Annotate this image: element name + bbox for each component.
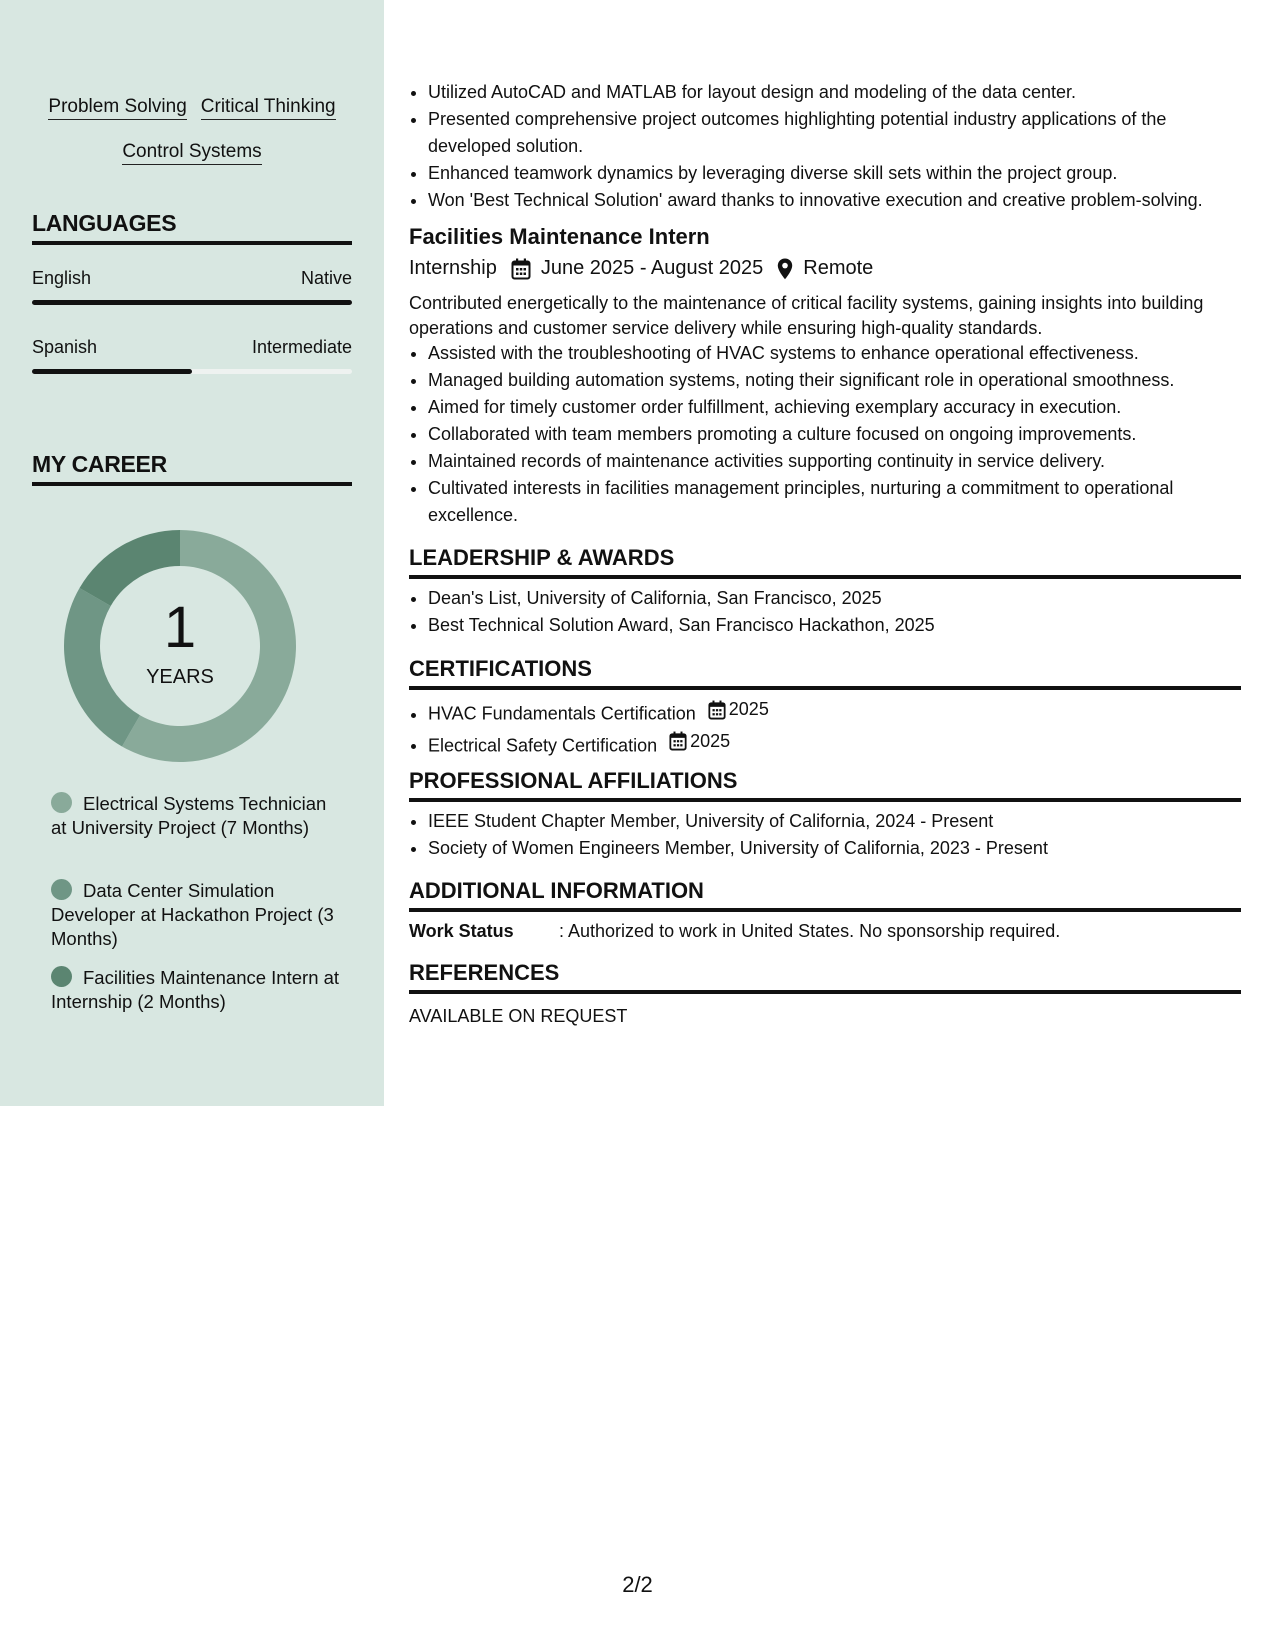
legend-dot-icon bbox=[51, 966, 72, 987]
career-total-years: 1 bbox=[163, 595, 197, 660]
language-row bbox=[32, 268, 352, 289]
calendar-icon bbox=[708, 700, 726, 720]
job-description: Contributed energetically to the maintenance of critical facility systems, gaining insights into building operations and customer service delivery while ensuring high-quality standards. bbox=[409, 293, 1204, 338]
additional-info-heading: ADDITIONAL INFORMATION bbox=[409, 878, 1241, 912]
language-bar-fill bbox=[32, 300, 352, 305]
page-number: 2/2 bbox=[622, 1572, 653, 1597]
calendar-icon bbox=[669, 731, 687, 751]
list-item: • Aimed for timely customer order fulfillment, achieving exemplary accuracy in execution. bbox=[428, 394, 1241, 421]
career-heading: MY CAREER bbox=[32, 451, 352, 486]
list-item: • Best Technical Solution Award, San Francisco Hackathon, 2025 bbox=[428, 612, 1241, 639]
affiliations-heading: PROFESSIONAL AFFILIATIONS bbox=[409, 768, 1241, 802]
legend-dot-icon bbox=[51, 792, 72, 813]
career-item-text: Data Center Simulation Developer at Hackathon Project (3 Months) bbox=[51, 880, 334, 949]
list-item bbox=[428, 728, 1241, 760]
list-item: • Won 'Best Technical Solution' award thanks to innovative execution and creative problem-solving. bbox=[428, 187, 1241, 214]
language-name: English bbox=[32, 268, 92, 288]
job-location: Remote bbox=[803, 257, 874, 279]
list-item: • Society of Women Engineers Member, University of California, 2023 - Present bbox=[428, 835, 1241, 862]
sidebar bbox=[0, 0, 384, 1106]
list-item: • Cultivated interests in facilities management principles, nurturing a commitment to operational excellence. bbox=[428, 475, 1241, 529]
list-item: • Utilized AutoCAD and MATLAB for layout design and modeling of the data center. bbox=[428, 79, 1241, 106]
career-total-unit: YEARS bbox=[146, 666, 214, 688]
list-item: • Assisted with the troubleshooting of HVAC systems to enhance operational effectiveness. bbox=[428, 340, 1241, 367]
cert-year: 2025 bbox=[690, 730, 731, 751]
list-item: • IEEE Student Chapter Member, University of California, 2024 - Present bbox=[428, 808, 1241, 835]
job-meta bbox=[409, 257, 1241, 280]
skill-tag: Control Systems bbox=[122, 140, 261, 165]
work-status-value: : Authorized to work in United States. No sponsorship required. bbox=[559, 921, 1061, 941]
job-dates: June 2025 - August 2025 bbox=[540, 257, 764, 279]
list-item: • Collaborated with team members promoting a culture focused on ongoing improvements. bbox=[428, 421, 1241, 448]
previous-job-bullets bbox=[409, 79, 1241, 214]
job-title: Facilities Maintenance Intern bbox=[409, 224, 710, 249]
legend-dot-icon bbox=[51, 879, 72, 900]
language-row bbox=[32, 337, 352, 358]
job-type: Internship bbox=[409, 257, 497, 279]
language-level: Intermediate bbox=[251, 337, 352, 357]
affiliations-list bbox=[409, 808, 1241, 862]
list-item: • Managed building automation systems, noting their significant role in operational smoothness. bbox=[428, 367, 1241, 394]
work-status-row bbox=[409, 921, 1241, 942]
job-bullets bbox=[409, 340, 1241, 529]
map-pin-icon bbox=[777, 258, 793, 280]
skill-tag: Critical Thinking bbox=[201, 95, 336, 120]
list-item bbox=[428, 696, 1241, 728]
career-item-text: Electrical Systems Technician at University Project (7 Months) bbox=[51, 793, 327, 838]
language-name: Spanish bbox=[32, 337, 98, 357]
certifications-heading: CERTIFICATIONS bbox=[409, 656, 1241, 690]
cert-year: 2025 bbox=[728, 699, 769, 719]
cert-name: HVAC Fundamentals Certification bbox=[428, 703, 696, 724]
awards-heading: LEADERSHIP & AWARDS bbox=[409, 545, 1241, 579]
list-item: • Enhanced teamwork dynamics by leveraging diverse skill sets within the project group. bbox=[428, 160, 1241, 187]
list-item: • Dean's List, University of California, San Francisco, 2025 bbox=[428, 585, 1241, 612]
language-bar-fill bbox=[32, 369, 192, 374]
awards-list bbox=[409, 585, 1241, 639]
language-bar bbox=[32, 300, 352, 305]
language-level: Native bbox=[300, 268, 352, 288]
calendar-icon bbox=[511, 258, 531, 280]
languages-heading: LANGUAGES bbox=[32, 210, 352, 245]
references-text: AVAILABLE ON REQUEST bbox=[409, 1006, 628, 1026]
skills-list bbox=[32, 84, 352, 174]
cert-name: Electrical Safety Certification bbox=[428, 735, 658, 755]
language-bar bbox=[32, 369, 352, 374]
career-item bbox=[51, 792, 341, 840]
skill-tag: Problem Solving bbox=[48, 95, 186, 120]
work-status-label: Work Status bbox=[409, 921, 514, 941]
references-heading: REFERENCES bbox=[409, 960, 1241, 994]
career-item bbox=[51, 966, 341, 1014]
career-item bbox=[51, 879, 341, 951]
list-item: • Maintained records of maintenance activities supporting continuity in service delivery. bbox=[428, 448, 1241, 475]
list-item: • Presented comprehensive project outcomes highlighting potential industry applications of the developed solution. bbox=[428, 106, 1241, 160]
certifications-list bbox=[409, 696, 1241, 759]
career-item-text: Facilities Maintenance Intern at Internship (2 Months) bbox=[51, 967, 340, 1012]
